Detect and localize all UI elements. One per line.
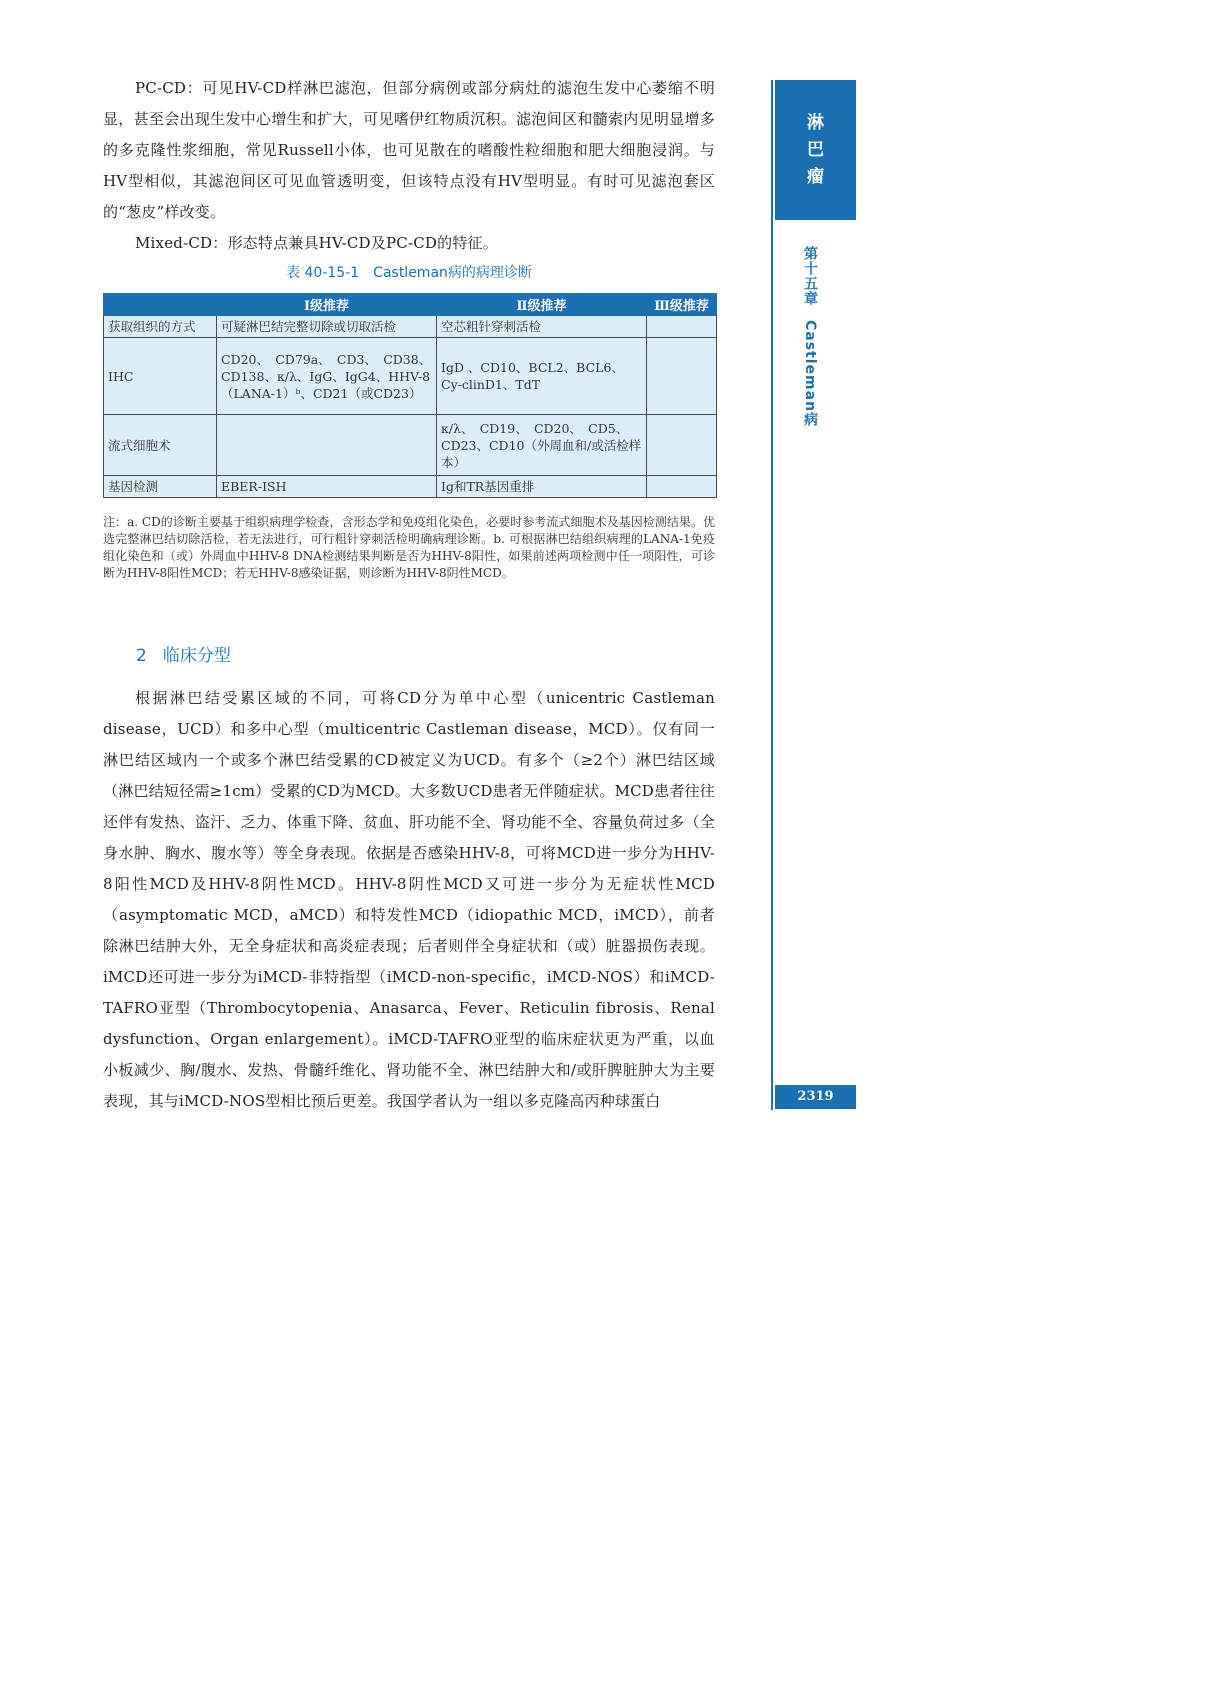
margin-divider — [771, 80, 773, 1110]
table-cell: 可疑淋巴结完整切除或切取活检 — [217, 316, 437, 338]
table-header-level3: Ⅲ级推荐 — [647, 294, 717, 316]
table-row — [104, 415, 717, 476]
table-cell: 获取组织的方式 — [104, 316, 217, 338]
table-cell — [647, 415, 717, 476]
body-paragraph-mixed-cd: Mixed-CD：形态特点兼具HV-CD及PC-CD的特征。 — [135, 234, 498, 252]
chapter-name: Castleman病 — [802, 320, 818, 428]
section-tab-char: 瘤 — [807, 166, 824, 187]
table-cell — [647, 316, 717, 338]
table-row — [104, 316, 717, 338]
chapter-number: 第十五章 — [802, 246, 818, 306]
chapter-label-vertical — [800, 246, 820, 427]
pathology-diagnosis-table — [103, 293, 717, 498]
table-row — [104, 338, 717, 415]
table-cell: CD20、 CD79a、 CD3、 CD38、CD138、κ/λ、IgG、IgG4、HHV-8（LANA-1）ᵇ、CD21（或CD23） — [217, 338, 437, 415]
body-paragraph-clinical-types: 根据淋巴结受累区域的不同，可将CD分为单中心型（unicentric Castleman disease，UCD）和多中心型（multicentric Castleman disease，MCD）。仅有同一淋巴结区域内一个或多个淋巴结受累的CD被定义为UCD。有多个（≥2个）淋巴结区域（淋巴结短径需≥1cm）受累的CD为MCD。大多数UCD患者无伴随症状。MCD患者往往还伴有发热、盗汗、乏力、体重下降、贫血、肝功能不全、肾功能不全、容量负荷过多（全身水肿、胸水、腹水等）等全身表现。依据是否感染HHV-8，可将MCD进一步分为HHV-8阳性MCD及HHV-8阴性MCD。HHV-8阴性MCD又可进一步分为无症状性MCD（asymptomatic MCD，aMCD）和特发性MCD（idiopathic MCD，iMCD），前者除淋巴结肿大外，无全身症状和高炎症表现；后者则伴全身症状和（或）脏器损伤表现。iMCD还可进一步分为iMCD-非特指型（iMCD-non-specific，iMCD-NOS）和iMCD-TAFRO亚型（Thrombocytopenia、Anasarca、Fever、Reticulin fibrosis、Renal dysfunction、Organ enlargement）。iMCD-TAFRO亚型的临床症状更为严重，以血小板减少、胸/腹水、发热、骨髓纤维化、肾功能不全、淋巴结肿大和/或肝脾脏肿大为主要表现，其与iMCD-NOS型相比预后更差。我国学者认为一组以多克隆高丙种球蛋白 — [103, 689, 715, 1110]
section-title: 临床分型 — [162, 646, 231, 666]
section-heading — [136, 641, 231, 666]
table-cell — [647, 338, 717, 415]
table-cell: IHC — [104, 338, 217, 415]
table-cell: 流式细胞术 — [104, 415, 217, 476]
table-header-level2: Ⅱ级推荐 — [437, 294, 647, 316]
table-row — [104, 476, 717, 498]
table-header-row — [104, 294, 717, 316]
table-cell: 基因检测 — [104, 476, 217, 498]
body-paragraph-pc-cd: PC-CD：可见HV-CD样淋巴滤泡，但部分病例或部分病灶的滤泡生发中心萎缩不明显，甚至会出现生发中心增生和扩大，可见嗜伊红物质沉积。滤泡间区和髓索内见明显增多的多克隆性浆细胞，常见Russell小体，也可见散在的嗜酸性粒细胞和肥大细胞浸润。与HV型相似，其滤泡间区可见血管透明变，但该特点没有HV型明显。有时可见滤泡套区的“葱皮”样改变。 — [103, 79, 715, 221]
table-cell: EBER-ISH — [217, 476, 437, 498]
table-header-level1: Ⅰ级推荐 — [217, 294, 437, 316]
section-tab-char: 巴 — [807, 139, 824, 160]
section-number: 2 — [136, 646, 147, 666]
table-cell: 空芯粗针穿刺活检 — [437, 316, 647, 338]
table-cell: Ig和TR基因重排 — [437, 476, 647, 498]
section-tab-char: 淋 — [807, 112, 824, 133]
section-tab — [775, 80, 856, 220]
table-header-empty — [104, 294, 217, 316]
page-number: 2319 — [775, 1085, 856, 1109]
table-cell: κ/λ、 CD19、 CD20、 CD5、CD23、CD10（外周血和/或活检样本） — [437, 415, 647, 476]
table-cell: IgD 、CD10、BCL2、BCL6、Cy-clinD1、TdT — [437, 338, 647, 415]
table-title: 表 40-15-1 Castleman病的病理诊断 — [286, 265, 532, 281]
table-cell — [647, 476, 717, 498]
table-note: 注：a. CD的诊断主要基于组织病理学检查，含形态学和免疫组化染色，必要时参考流式细胞术及基因检测结果。优选完整淋巴结切除活检，若无法进行，可行粗针穿刺活检明确病理诊断。b. 可根据淋巴结组织病理的LANA-1免疫组化染色和（或）外周血中HHV-8 DNA检测结果判断是否为HHV-8阳性，如果前述两项检测中任一项阳性，可诊断为HHV-8阳性MCD；若无HHV-8感染证据，则诊断为HHV-8阴性MCD。 — [103, 515, 715, 580]
table-cell — [217, 415, 437, 476]
